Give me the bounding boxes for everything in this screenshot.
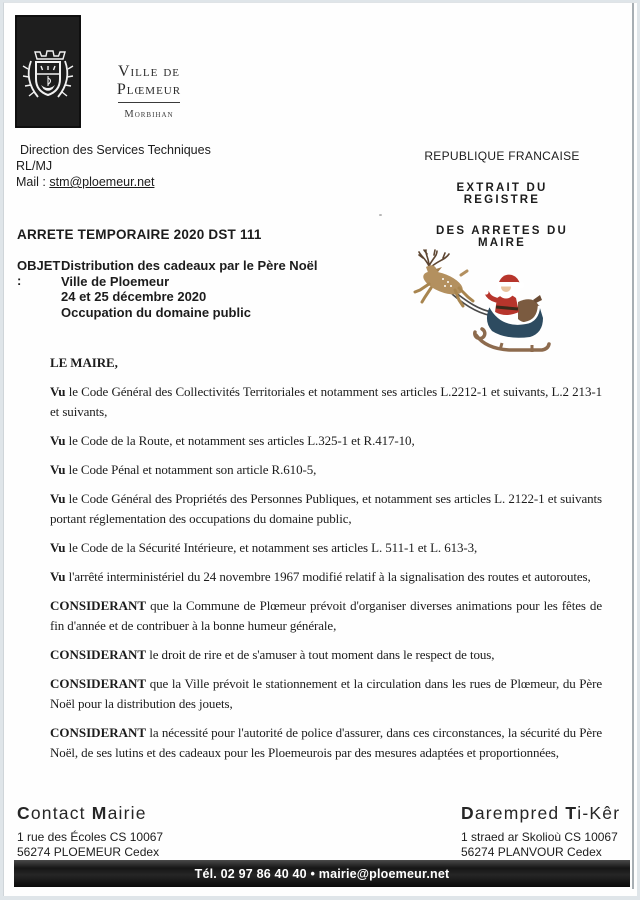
republic-block [416,149,588,249]
santa-sleigh-svg [406,246,578,360]
address-line: 56274 PLOEMEUR Cedex [17,845,160,859]
paragraph-lead-word: Vu [50,491,66,506]
paragraph-lead-word: Vu [50,384,66,399]
paragraph-lead-word: CONSIDERANT [50,598,147,613]
scan-speck [379,214,382,216]
paragraph-lead-word: CONSIDERANT [50,676,147,691]
ploemeur-coat-of-arms-icon [15,15,81,128]
objet-line: Distribution des cadeaux par le Père Noël [61,258,318,273]
paragraph-lead-word: Vu [50,462,66,477]
coat-of-arms-svg [15,15,81,128]
paragraph-lead-word: Vu [50,569,66,584]
objet-line: Occupation du domaine public [61,304,251,320]
sender-mail-line [16,174,211,190]
address-line: 56274 PLANVOUR Cedex [461,845,602,859]
logo-divider [118,102,180,103]
mail-label: Mail : [16,175,50,189]
footer-title-breton [461,803,620,824]
footer-contact-breton [461,803,620,860]
footer-title-segment: C [17,803,31,823]
scan-edge-artifact [632,3,634,889]
body-paragraph: Vu le Code Général des Collectivités Territoriales et notamment ses articles L.2212-1 et suivants, L.2 213-1 et suivants, [50,384,602,419]
footer-title-segment: D [461,803,475,823]
body-paragraph: Vu le Code de la Route, et notamment ses articles L.325-1 et R.417-10, [50,433,415,448]
paragraph-lead-word: CONSIDERANT [50,647,147,662]
objet-line: Ville de Ploemeur [61,273,170,289]
body-paragraph: CONSIDERANT que la Commune de Plœmeur prévoit d'organiser diverses animations pour les fêtes de fin d'année et de contribuer à la bonne humeur générale, [50,598,602,633]
footer-address-french [17,830,163,860]
paragraph-lead-word: CONSIDERANT [50,725,147,740]
footer-title-segment: arempred [474,803,566,823]
footer-phone-email: Tél. 02 97 86 40 40 • mairie@ploemeur.net [194,866,450,881]
objet-block [17,258,317,320]
body-paragraph: Vu le Code Général des Propriétés des Personnes Publiques, et notamment ses articles L. 2122-1 et suivants portant réglementation des occupations du domaine public, [50,491,602,526]
sender-service: Direction des Services Techniques [20,143,211,157]
address-line: 1 straed ar Skolioù CS 10067 [461,830,618,844]
footer-address-breton [461,830,620,860]
salutation: LE MAIRE, [50,355,118,370]
paragraph-lead-word: Vu [50,540,66,555]
sender-initials: RL/MJ [16,159,53,173]
footer-title-segment: T [565,803,578,823]
mail-address: stm@ploemeur.net [49,175,155,189]
sender-block [16,142,211,190]
body-paragraph: CONSIDERANT le droit de rire et de s'amuser à tout moment dans le respect de tous, [50,647,495,662]
footer-title-segment: ontact [30,803,92,823]
body-paragraph: Vu le Code Pénal et notamment son article R.610-5, [50,462,317,477]
santa-sleigh-illustration [406,246,578,360]
footer-title-french [17,803,163,824]
city-name: Ville de Plœmeur [116,63,182,98]
paragraph-lead-word: Vu [50,433,66,448]
body-paragraph: CONSIDERANT la nécessité pour l'autorité de police d'assurer, dans ces circonstances, la sécurité du Père Noël, de ses lutins et des cadeaux pour les Ploemeurois par des mesures adaptées et proportionnées, [50,725,602,760]
objet-label: OBJET : [17,258,61,288]
objet-line: 24 et 25 décembre 2020 [61,289,207,304]
body-paragraph: CONSIDERANT que la Ville prévoit le stationnement et la circulation dans les rues de Plœmeur, du Père Noël pour la distribution des jouets, [50,676,602,711]
body-paragraph: Vu le Code de la Sécurité Intérieure, et notamment ses articles L. 511-1 et L. 613-3, [50,540,478,555]
document-body [50,353,602,772]
body-paragraphs [50,382,602,763]
department-name: Morbihan [124,109,174,120]
body-paragraph: Vu l'arrêté interministériel du 24 novembre 1967 modifié relatif à la signalisation des routes et autoroutes, [50,569,591,584]
registry-extract-line: EXTRAIT DU REGISTRE [456,182,548,206]
footer-title-segment: M [91,803,108,823]
footer-title-segment: airie [107,803,147,823]
footer-title-segment: i-Kêr [577,803,621,823]
address-line: 1 rue des Écoles CS 10067 [17,830,164,844]
footer-contact-bar [14,860,630,887]
arrete-reference: ARRETE TEMPORAIRE 2020 DST 111 [17,227,262,242]
logo-wordmark [89,63,209,120]
footer-contact-french [17,803,163,860]
scanned-document-page [3,2,637,896]
objet-lines [61,258,317,320]
republic-line: REPUBLIQUE FRANCAISE [424,149,580,163]
mayor-orders-line: DES ARRETES DU MAIRE [436,225,568,249]
